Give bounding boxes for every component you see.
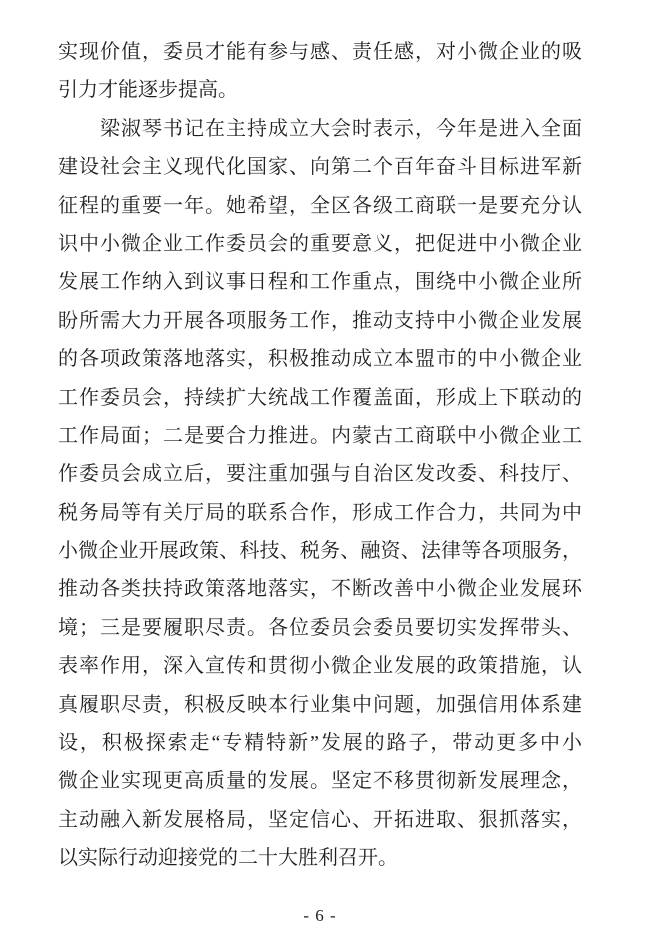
text-line: 识中小微企业工作委员会的重要意义，把促进中小微企业 — [58, 232, 582, 255]
text-line: 设，积极探索走“专精特新”发展的路子，带动更多中小 — [58, 732, 582, 755]
text-line: 工作委员会，持续扩大统战工作覆盖面，形成上下联动的 — [58, 386, 582, 409]
text-line: 作委员会成立后，要注重加强与自治区发改委、科技厅、 — [58, 463, 582, 486]
text-line: 梁淑琴书记在主持成立大会时表示，今年是进入全面 — [100, 117, 582, 140]
text-line: 主动融入新发展格局，坚定信心、开拓进取、狠抓落实， — [58, 808, 582, 831]
text-line: 真履职尽责，积极反映本行业集中问题，加强信用体系建 — [58, 693, 582, 716]
text-line: 税务局等有关厅局的联系合作，形成工作合力，共同为中 — [58, 501, 582, 524]
text-line: 建设社会主义现代化国家、向第二个百年奋斗目标进军新 — [58, 156, 582, 179]
text-line: 表率作用，深入宣传和贯彻小微企业发展的政策措施，认 — [58, 655, 582, 678]
text-line: 推动各类扶持政策落地落实，不断改善中小微企业发展环 — [58, 578, 582, 601]
document-body — [58, 33, 582, 878]
text-line: 引力才能逐步提高。 — [58, 79, 238, 102]
text-line: 微企业实现更高质量的发展。坚定不移贯彻新发展理念， — [58, 770, 582, 793]
text-line: 境；三是要履职尽责。各位委员会委员要切实发挥带头、 — [58, 616, 582, 639]
text-line: 发展工作纳入到议事日程和工作重点，围绕中小微企业所 — [58, 271, 582, 294]
text-line: 小微企业开展政策、科技、税务、融资、法律等各项服务， — [58, 540, 582, 563]
text-line: 以实际行动迎接党的二十大胜利召开。 — [58, 847, 398, 870]
text-line: 实现价值，委员才能有参与感、责任感，对小微企业的吸 — [58, 41, 582, 63]
text-line: 征程的重要一年。她希望，全区各级工商联一是要充分认 — [58, 194, 582, 217]
page-number: - 6 - — [303, 905, 337, 925]
text-line: 工作局面；二是要合力推进。内蒙古工商联中小微企业工 — [58, 424, 582, 447]
text-line: 的各项政策落地落实，积极推动成立本盟市的中小微企业 — [58, 348, 582, 371]
text-line: 盼所需大力开展各项服务工作，推动支持中小微企业发展 — [58, 309, 582, 332]
